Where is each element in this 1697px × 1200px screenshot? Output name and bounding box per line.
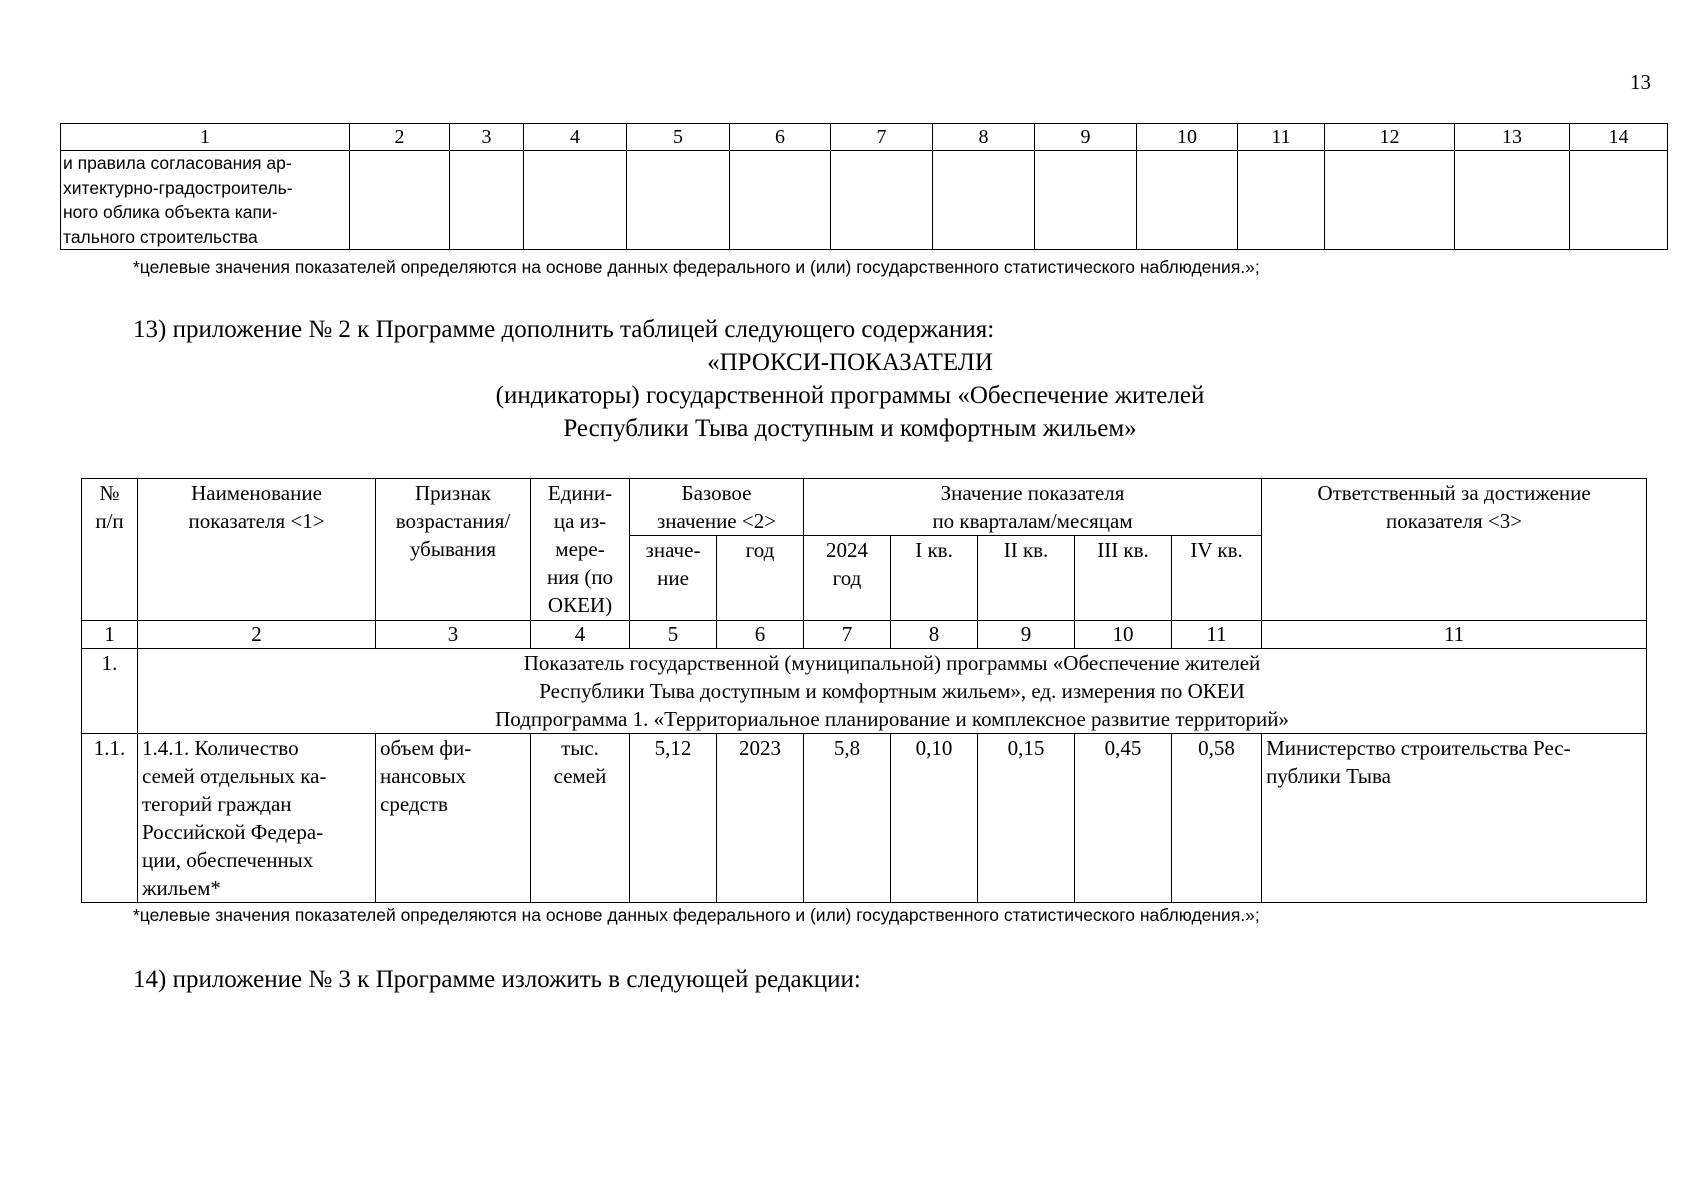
footnote: *целевые значения показателей определяются на основе данных федерального и (или) государственного статистического наблюдения.»; <box>133 905 1260 925</box>
paragraph-13: 13) приложение № 2 к Программе дополнить таблицей следующего содержания: <box>133 316 995 343</box>
header-number: № п/п <box>82 479 138 621</box>
col-num: 2 <box>350 124 450 151</box>
header-q2: II кв. <box>978 536 1075 621</box>
header-values-by-quarter: Значение показателя по кварталам/месяцам <box>804 479 1262 536</box>
section-number: 1. <box>82 649 138 734</box>
header-base-value-number: значе- ние <box>630 536 717 621</box>
paragraph-14: 14) приложение № 3 к Программе изложить в следующей редакции: <box>133 966 861 993</box>
col-num: 9 <box>1035 124 1137 151</box>
empty-cell <box>933 151 1035 250</box>
col-num: 13 <box>1455 124 1570 151</box>
col-num: 6 <box>717 621 804 649</box>
header-q4: IV кв. <box>1172 536 1262 621</box>
header-unit: Едини- ца из- мере- ния (по ОКЕИ) <box>531 479 630 621</box>
header-indicator-name: Наименование показателя <1> <box>138 479 376 621</box>
empty-cell <box>1455 151 1570 250</box>
empty-cell <box>450 151 524 250</box>
indicator-name-cell: и правила согласования ар- хитектурно-градостроитель- ного облика объекта капи- тального строительства <box>61 151 350 250</box>
page-number: 13 <box>1630 70 1651 94</box>
col-num: 6 <box>730 124 831 151</box>
empty-cell <box>1325 151 1455 250</box>
col-num: 14 <box>1570 124 1668 151</box>
table-row <box>61 151 1668 250</box>
col-num: 1 <box>82 621 138 649</box>
header-q1: I кв. <box>891 536 978 621</box>
proxy-indicators-table <box>81 478 1647 903</box>
header-base-value: Базовое значение <2> <box>630 479 804 536</box>
col-num: 2 <box>138 621 376 649</box>
indicator-name-cell: 1.4.1. Количество семей отдельных ка- тегорий граждан Российской Федера- ции, обеспеченных жильем* <box>138 734 376 903</box>
col-num: 12 <box>1325 124 1455 151</box>
section-row <box>82 649 1647 734</box>
row-number: 1.1. <box>82 734 138 903</box>
table-row <box>82 734 1647 903</box>
indicators-table-continuation <box>60 123 1668 250</box>
header-q3: III кв. <box>1075 536 1172 621</box>
col-num: 7 <box>804 621 891 649</box>
header-base-year: год <box>717 536 804 621</box>
header-year-2024: 2024 год <box>804 536 891 621</box>
q2-cell: 0,15 <box>978 734 1075 903</box>
empty-cell <box>730 151 831 250</box>
header-row <box>82 479 1647 536</box>
trend-sign-cell: объем фи- нансовых средств <box>376 734 531 903</box>
col-num: 7 <box>831 124 933 151</box>
empty-cell <box>1137 151 1238 250</box>
empty-cell <box>1238 151 1325 250</box>
col-num: 10 <box>1075 621 1172 649</box>
empty-cell <box>524 151 627 250</box>
column-number-row <box>61 124 1668 151</box>
col-num: 9 <box>978 621 1075 649</box>
base-value-cell: 5,12 <box>630 734 717 903</box>
q1-cell: 0,10 <box>891 734 978 903</box>
unit-cell: тыс. семей <box>531 734 630 903</box>
col-num: 11 <box>1262 621 1647 649</box>
col-num: 4 <box>531 621 630 649</box>
col-num: 8 <box>891 621 978 649</box>
year-2024-cell: 5,8 <box>804 734 891 903</box>
column-number-row <box>82 621 1647 649</box>
col-num: 8 <box>933 124 1035 151</box>
col-num: 5 <box>630 621 717 649</box>
col-num: 11 <box>1238 124 1325 151</box>
col-num: 3 <box>376 621 531 649</box>
col-num: 11 <box>1172 621 1262 649</box>
empty-cell <box>350 151 450 250</box>
col-num: 10 <box>1137 124 1238 151</box>
col-num: 3 <box>450 124 524 151</box>
q3-cell: 0,45 <box>1075 734 1172 903</box>
col-num: 4 <box>524 124 627 151</box>
header-responsible: Ответственный за достижение показателя <3> <box>1262 479 1647 621</box>
empty-cell <box>1035 151 1137 250</box>
empty-cell <box>831 151 933 250</box>
header-trend-sign: Признак возрастания/ убывания <box>376 479 531 621</box>
empty-cell <box>627 151 730 250</box>
section-heading: Показатель государственной (муниципальной) программы «Обеспечение жителей Республики Тыва доступным и комфортным жильем», ед. измерения по ОКЕИ Подпрограмма 1. «Территориальное планирование и комплексное развитие территорий» <box>138 649 1647 734</box>
col-num: 1 <box>61 124 350 151</box>
col-num: 5 <box>627 124 730 151</box>
base-year-cell: 2023 <box>717 734 804 903</box>
empty-cell <box>1570 151 1668 250</box>
responsible-cell: Министерство строительства Рес- публики Тыва <box>1262 734 1647 903</box>
footnote: *целевые значения показателей определяются на основе данных федерального и (или) государственного статистического наблюдения.»; <box>133 257 1260 277</box>
section-title: «ПРОКСИ-ПОКАЗАТЕЛИ (индикаторы) государственной программы «Обеспечение жителей Республики Тыва доступным и комфортным жильем» <box>495 349 1205 442</box>
q4-cell: 0,58 <box>1172 734 1262 903</box>
